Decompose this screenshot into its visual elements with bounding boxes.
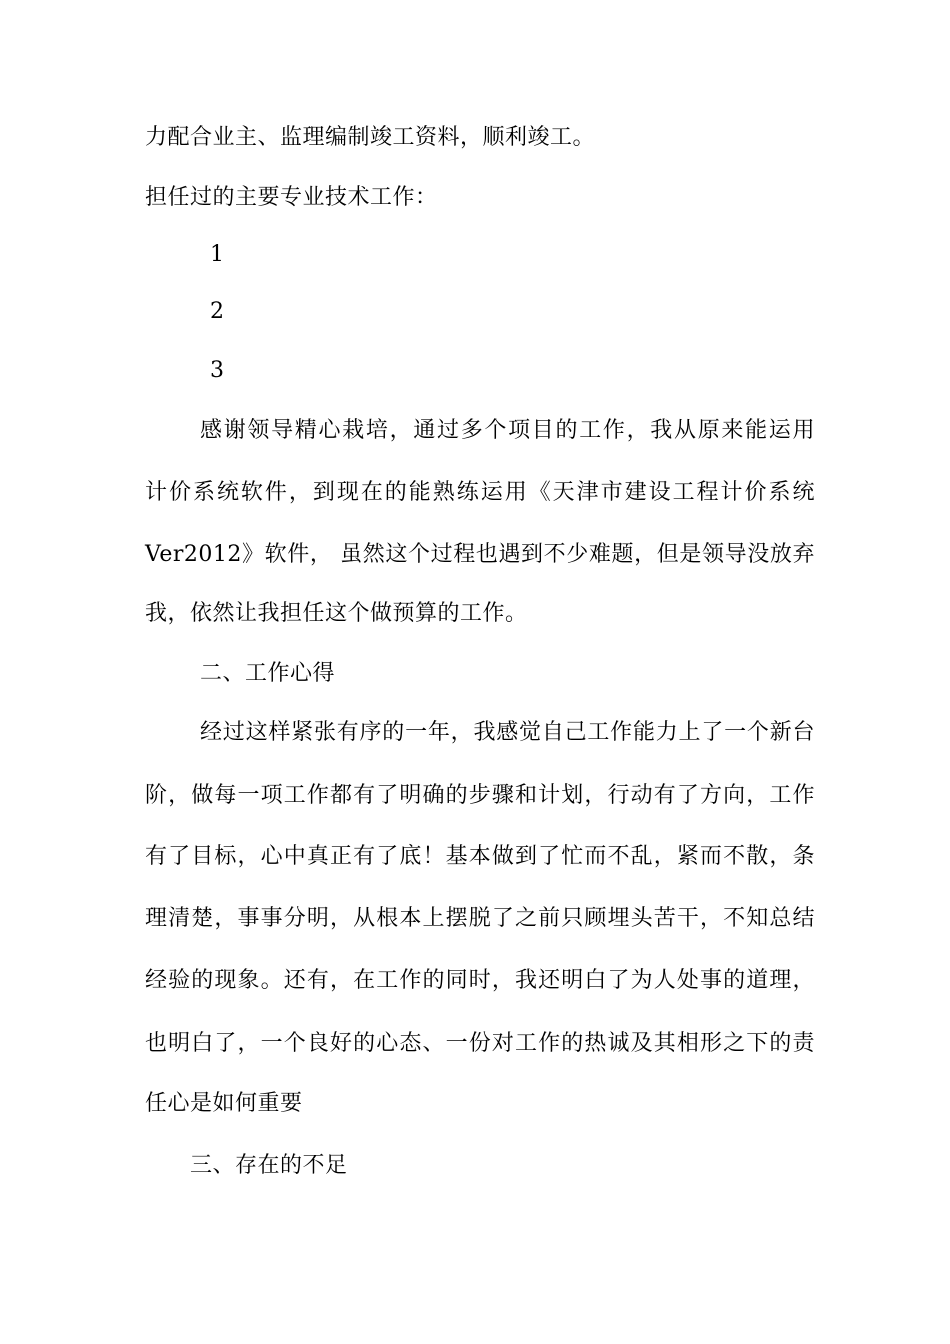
list-number: 3	[210, 358, 225, 383]
list-number: 2	[210, 299, 225, 324]
paragraph-line: 阶，做每一项工作都有了明确的步骤和计划，行动有了方向，工作	[145, 783, 815, 808]
list-number: 1	[210, 242, 225, 267]
paragraph-line: Ver2012》软件， 虽然这个过程也遇到不少难题，但是领导没放弃	[145, 542, 815, 567]
paragraph-line: 任心是如何重要	[145, 1091, 303, 1116]
paragraph-line: 感谢领导精心栽培，通过多个项目的工作，我从原来能运用	[200, 418, 815, 443]
paragraph-line: 理清楚，事事分明，从根本上摆脱了之前只顾埋头苦干，不知总结	[145, 906, 815, 931]
paragraph-line: 有了目标，心中真正有了底！基本做到了忙而不乱，紧而不散，条	[145, 844, 815, 869]
paragraph-line: 力配合业主、监理编制竣工资料，顺利竣工。	[145, 125, 596, 150]
paragraph-line: 经验的现象。还有，在工作的同时，我还明白了为人处事的道理，	[145, 968, 815, 993]
paragraph-line: 计价系统软件，到现在的能熟练运用《天津市建设工程计价系统	[145, 480, 815, 505]
paragraph-line: 也明白了，一个良好的心态、一份对工作的热诚及其相形之下的责	[145, 1031, 815, 1056]
section-heading: 二、工作心得	[200, 661, 336, 686]
paragraph-line: 担任过的主要专业技术工作：	[145, 185, 438, 210]
section-heading: 三、存在的不足	[190, 1153, 348, 1178]
paragraph-line: 经过这样紧张有序的一年，我感觉自己工作能力上了一个新台	[200, 720, 815, 745]
paragraph-line: 我，依然让我担任这个做预算的工作。	[145, 601, 528, 626]
